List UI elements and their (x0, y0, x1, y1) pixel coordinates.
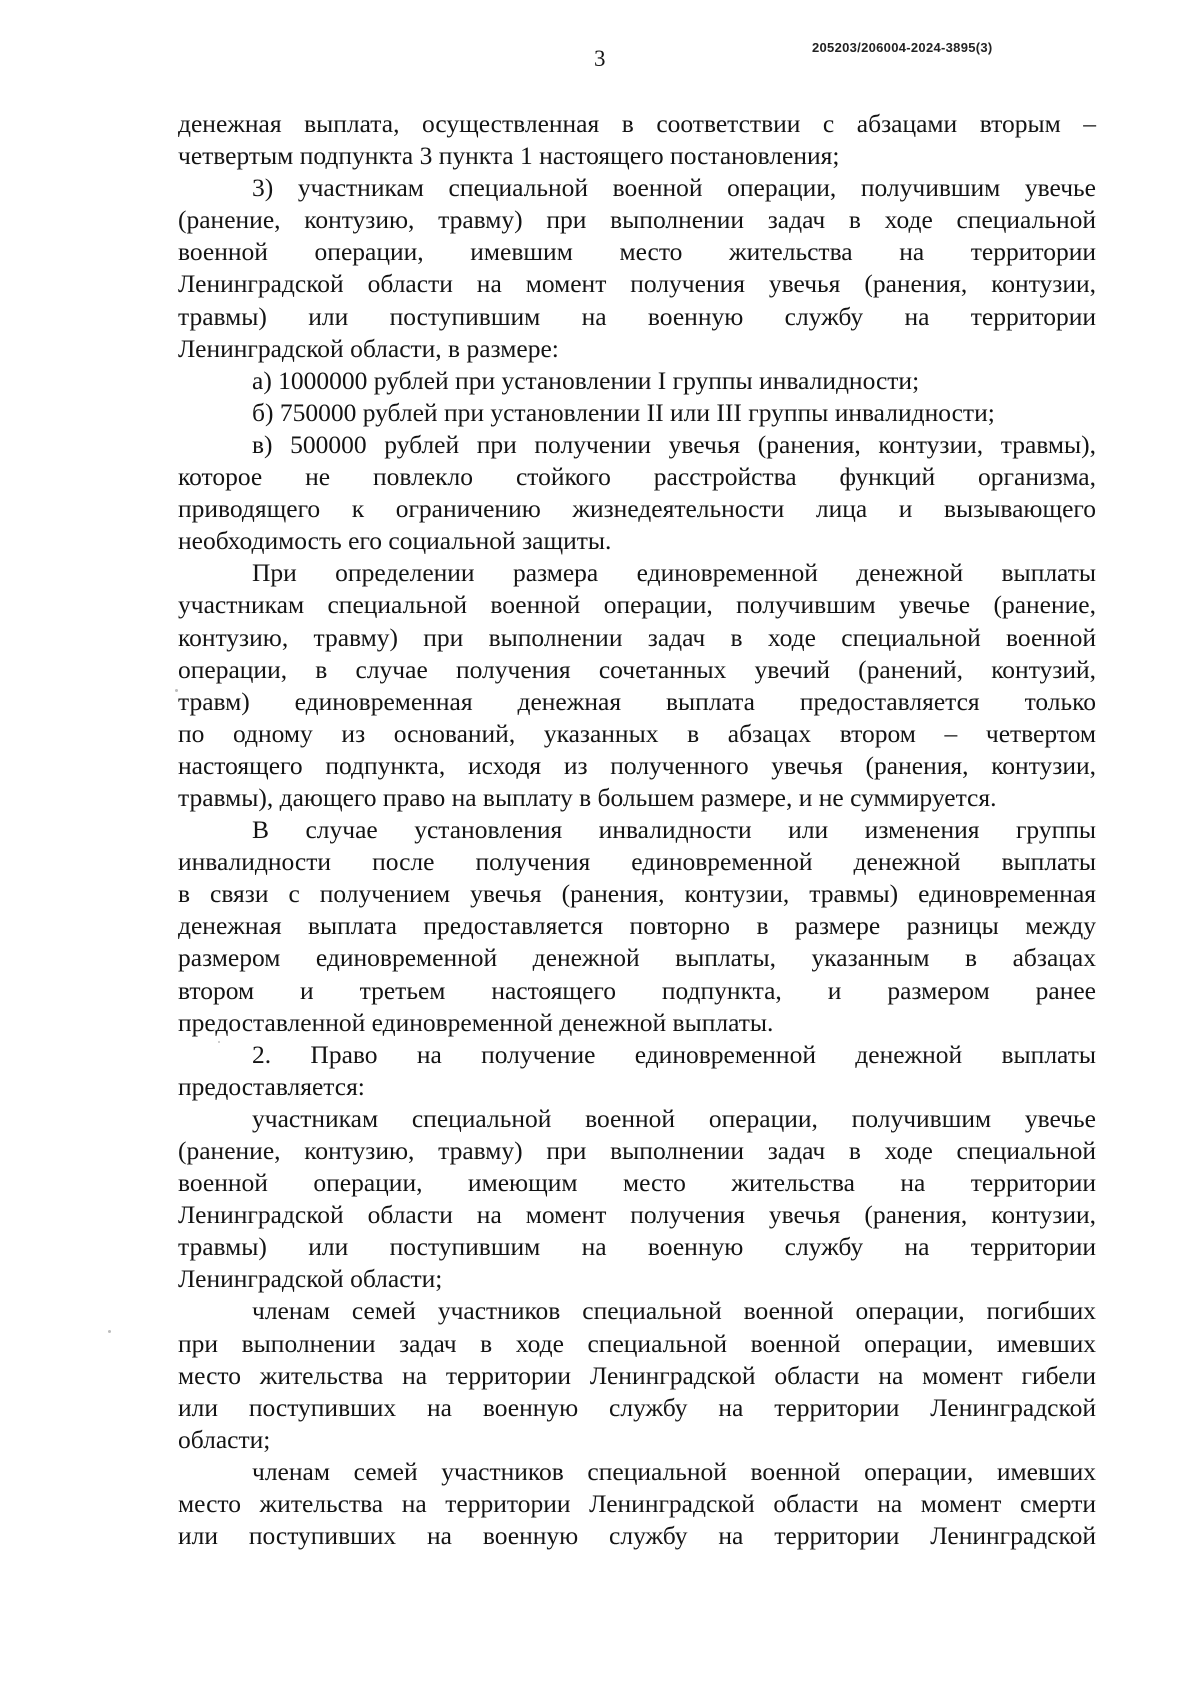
text-line: предоставляется: (178, 1071, 365, 1101)
text-line: или поступивших на военную службу на территории Ленинградской (178, 1392, 1096, 1422)
paragraph (178, 1456, 1096, 1552)
text-line: или поступивших на военную службу на территории Ленинградской (178, 1521, 1096, 1551)
text-line: денежная выплата, осуществленная в соответствии с абзацами вторым – (178, 109, 1096, 138)
text-line: Ленинградской области, в размере: (178, 333, 559, 363)
text-line: 2. Право на получение единовременной денежной выплаты (252, 1039, 1096, 1069)
text-line: инвалидности после получения единовременной денежной выплаты (178, 847, 1096, 877)
text-line: настоящего подпункта, исходя из полученного увечья (ранения, контузии, (178, 750, 1096, 780)
text-line: денежная выплата предоставляется повторно в размере разницы между (178, 911, 1096, 941)
scan-speck (175, 689, 178, 692)
text-line: 3) участникам специальной военной операции, получившим увечье (252, 173, 1096, 203)
text-line: военной операции, имеющим место жительства на территории (178, 1168, 1096, 1198)
text-line: контузию, травму) при выполнении задач в ходе специальной военной (178, 622, 1096, 652)
paragraph (178, 1039, 1096, 1103)
text-line: Ленинградской области на момент получения увечья (ранения, контузии, (178, 269, 1096, 299)
text-line: участникам специальной военной операции, получившим увечье (ранение, (178, 590, 1096, 620)
text-line: которое не повлекло стойкого расстройства функций организма, (178, 462, 1096, 492)
text-line: травмы) или поступившим на военную службу на территории (178, 301, 1096, 331)
text-line: а) 1000000 рублей при установлении I группы инвалидности; (252, 365, 920, 395)
text-line: (ранение, контузию, травму) при выполнении задач в ходе специальной (178, 1136, 1096, 1165)
paragraph (178, 365, 1096, 397)
paragraph (178, 557, 1096, 814)
scan-speck (218, 1041, 220, 1043)
text-line: четвертым подпункта 3 пункта 1 настоящего постановления; (178, 141, 840, 171)
text-line: участникам специальной военной операции, получившим увечье (252, 1103, 1096, 1133)
text-line: б) 750000 рублей при установлении II или III группы инвалидности; (252, 397, 995, 427)
paragraph (178, 1295, 1096, 1455)
paragraph (178, 814, 1096, 1039)
text-line: предоставленной единовременной денежной выплаты. (178, 1007, 774, 1037)
text-line: В случае установления инвалидности или изменения группы (252, 815, 1096, 845)
paragraph (178, 1103, 1096, 1296)
paragraph (178, 108, 1096, 172)
paragraph (178, 429, 1096, 557)
page-number: 3 (594, 46, 606, 71)
text-line: травмы) или поступившим на военную службу на территории (178, 1232, 1096, 1262)
text-line: место жительства на территории Ленинградской области на момент смерти (178, 1489, 1096, 1519)
text-line: При определении размера единовременной денежной выплаты (252, 558, 1096, 588)
document-body (178, 108, 1096, 1552)
text-line: области; (178, 1424, 271, 1454)
text-line: необходимость его социальной защиты. (178, 526, 612, 556)
text-line: военной операции, имевшим место жительства на территории (178, 237, 1096, 267)
text-line: Ленинградской области на момент получения увечья (ранения, контузии, (178, 1200, 1096, 1230)
text-line: Ленинградской области; (178, 1264, 443, 1294)
text-line: травм) единовременная денежная выплата предоставляется только (178, 686, 1096, 716)
text-line: членам семей участников специальной военной операции, имевших (252, 1456, 1096, 1486)
text-line: травмы), дающего право на выплату в большем размере, и не суммируется. (178, 782, 997, 812)
text-line: в) 500000 рублей при получении увечья (ранения, контузии, травмы), (252, 429, 1096, 459)
paragraph (178, 172, 1096, 365)
text-line: при выполнении задач в ходе специальной военной операции, имевших (178, 1328, 1096, 1358)
text-line: втором и третьем настоящего подпункта, и размером ранее (178, 975, 1096, 1005)
text-line: по одному из оснований, указанных в абзацах втором – четвертом (178, 718, 1096, 748)
text-line: (ранение, контузию, травму) при выполнении задач в ходе специальной (178, 205, 1096, 235)
text-line: в связи с получением увечья (ранения, контузии, травмы) единовременная (178, 879, 1096, 909)
text-line: место жительства на территории Ленинградской области на момент гибели (178, 1360, 1096, 1390)
document-code: 205203/206004-2024-3895(3) (812, 40, 993, 55)
scan-speck (108, 1330, 111, 1333)
paragraph (178, 397, 1096, 429)
text-line: операции, в случае получения сочетанных увечий (ранений, контузий, (178, 654, 1096, 684)
text-line: размером единовременной денежной выплаты, указанным в абзацах (178, 943, 1096, 973)
text-line: приводящего к ограничению жизнедеятельности лица и вызывающего (178, 494, 1096, 524)
text-line: членам семей участников специальной военной операции, погибших (252, 1296, 1096, 1326)
